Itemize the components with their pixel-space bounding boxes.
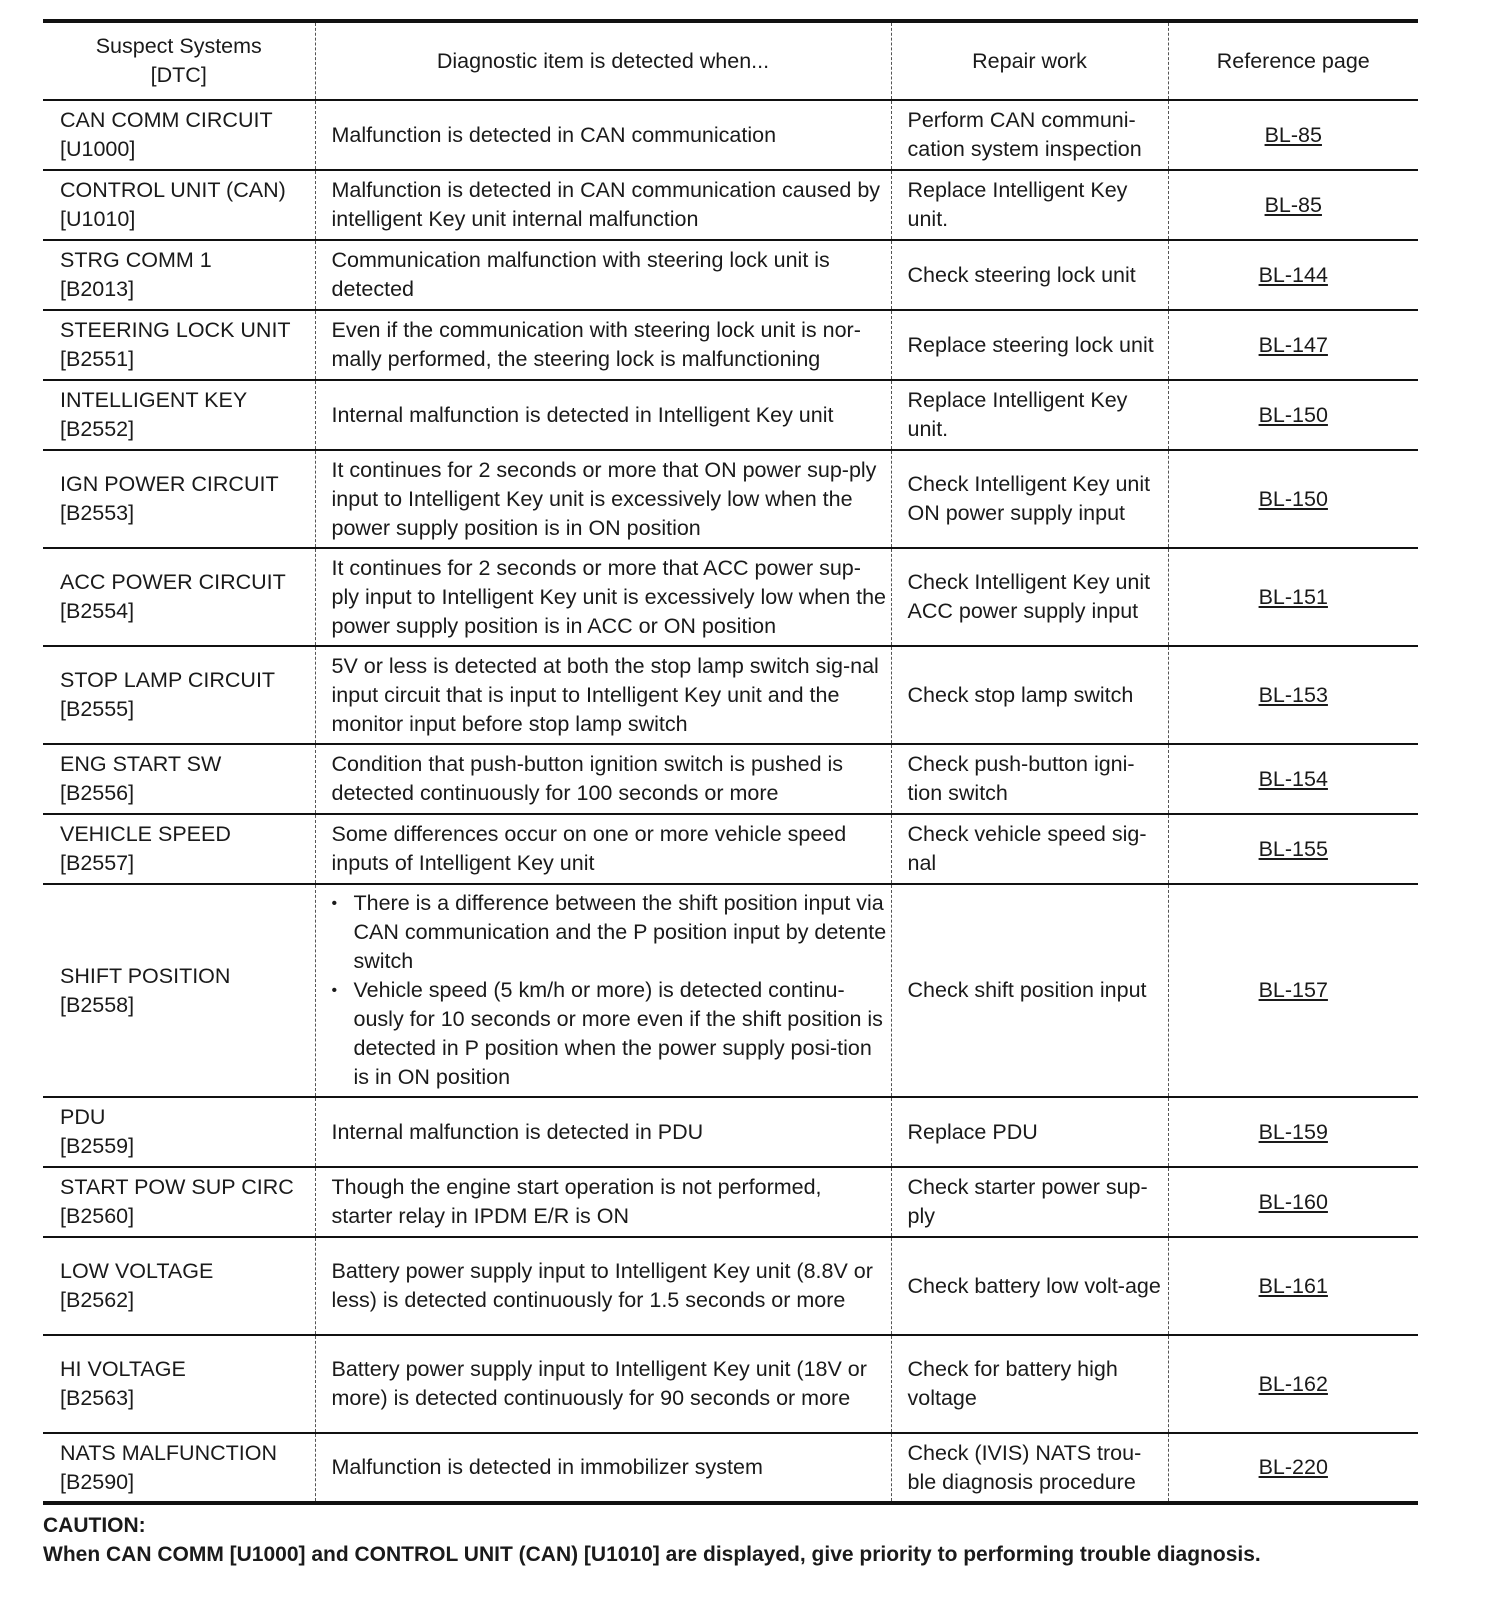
dtc-code: [B2554] — [60, 599, 135, 623]
table-row — [43, 646, 1418, 744]
reference-page-link[interactable]: BL-144 — [1258, 262, 1328, 287]
reference-page-link[interactable]: BL-159 — [1258, 1119, 1328, 1144]
repair-work-cell: Check for battery high voltage — [891, 1335, 1168, 1433]
repair-work-cell: Check stop lamp switch — [891, 646, 1168, 744]
table-row — [43, 310, 1418, 380]
reference-page-cell — [1168, 814, 1418, 884]
dtc-code: [B2553] — [60, 501, 135, 525]
dtc-code: [B2013] — [60, 277, 135, 301]
system-name: ACC POWER CIRCUIT — [60, 570, 286, 594]
caution-title: CAUTION: — [43, 1514, 146, 1537]
reference-page-cell — [1168, 1433, 1418, 1503]
suspect-system-cell — [43, 884, 315, 1097]
table-row — [43, 240, 1418, 310]
dtc-code: [B2560] — [60, 1204, 135, 1228]
system-name: CONTROL UNIT (CAN) — [60, 178, 286, 202]
system-name: INTELLIGENT KEY — [60, 388, 248, 412]
repair-work-cell: Check Intelligent Key unit ACC power supply input — [891, 548, 1168, 646]
dtc-code: [B2555] — [60, 697, 135, 721]
system-name: IGN POWER CIRCUIT — [60, 472, 279, 496]
table-row — [43, 450, 1418, 548]
diagnostic-item-cell: Battery power supply input to Intelligent Key unit (8.8V or less) is detected continuously for 1.5 seconds or more — [315, 1237, 891, 1335]
suspect-system-cell — [43, 1237, 315, 1335]
reference-page-cell — [1168, 646, 1418, 744]
dtc-code: [B2556] — [60, 781, 135, 805]
dtc-code: [U1010] — [60, 207, 136, 231]
reference-page-link[interactable]: BL-85 — [1264, 122, 1322, 147]
system-name: HI VOLTAGE — [60, 1357, 186, 1381]
reference-page-cell — [1168, 744, 1418, 814]
system-name: VEHICLE SPEED — [60, 822, 231, 846]
dtc-code: [B2557] — [60, 851, 135, 875]
table-row — [43, 548, 1418, 646]
reference-page-cell — [1168, 1237, 1418, 1335]
table-row — [43, 100, 1418, 170]
diagnostic-item-cell: Malfunction is detected in immobilizer system — [315, 1433, 891, 1503]
list-item: • Vehicle speed (5 km/h or more) is detected continu-ously for 10 seconds or more even if the shift position is detected in P position when the power supply posi-tion is in ON position — [332, 976, 887, 1092]
diagnostic-item-cell: It continues for 2 seconds or more that ON power sup-ply input to Intelligent Key unit is excessively low when the power supply position is in ON position — [315, 450, 891, 548]
reference-page-link[interactable]: BL-151 — [1258, 584, 1328, 609]
reference-page-cell — [1168, 100, 1418, 170]
suspect-system-cell — [43, 450, 315, 548]
reference-page-link[interactable]: BL-157 — [1258, 978, 1328, 1002]
table-row — [43, 884, 1418, 1097]
reference-page-link[interactable]: BL-150 — [1258, 486, 1328, 511]
reference-page-link[interactable]: BL-147 — [1258, 332, 1328, 357]
header-repair-work: Repair work — [891, 21, 1168, 100]
caution-text: When CAN COMM [U1000] and CONTROL UNIT (CAN) [U1010] are displayed, give priority to performing trouble diagnosis. — [43, 1543, 1261, 1566]
table-row — [43, 1335, 1418, 1433]
repair-work-cell: Replace PDU — [891, 1097, 1168, 1167]
dtc-code: [B2559] — [60, 1134, 135, 1158]
system-name: NATS MALFUNCTION — [60, 1440, 277, 1465]
suspect-system-cell — [43, 744, 315, 814]
header-dtc-label: [DTC] — [150, 63, 207, 87]
repair-work-cell: Check vehicle speed sig-nal — [891, 814, 1168, 884]
header-reference-page: Reference page — [1168, 21, 1418, 100]
system-name: LOW VOLTAGE — [60, 1259, 214, 1283]
reference-page-cell — [1168, 170, 1418, 240]
repair-work-cell: Check shift position input — [891, 884, 1168, 1097]
reference-page-cell — [1168, 450, 1418, 548]
diagnostic-item-cell — [315, 884, 891, 1097]
reference-page-cell — [1168, 240, 1418, 310]
reference-page-link[interactable]: BL-85 — [1264, 192, 1322, 217]
list-item: • There is a difference between the shift position input via CAN communication and the P position input by detente switch — [332, 889, 887, 976]
header-system-label: Suspect Systems — [95, 34, 262, 58]
dtc-code: [B2558] — [60, 992, 135, 1017]
repair-work-cell: Replace Intelligent Key unit. — [891, 170, 1168, 240]
system-name: ENG START SW — [60, 752, 222, 776]
repair-work-cell: Perform CAN communi-cation system inspection — [891, 100, 1168, 170]
table-row — [43, 380, 1418, 450]
suspect-system-cell — [43, 1167, 315, 1237]
table-row — [43, 1237, 1418, 1335]
reference-page-link[interactable]: BL-153 — [1258, 682, 1328, 707]
repair-work-cell: Check (IVIS) NATS trou-ble diagnosis procedure — [891, 1433, 1168, 1503]
repair-work-cell: Check Intelligent Key unit ON power supply input — [891, 450, 1168, 548]
diagnostic-item-cell: Battery power supply input to Intelligent Key unit (18V or more) is detected continuously for 90 seconds or more — [315, 1335, 891, 1433]
diagnostic-bullet-list — [332, 889, 887, 1092]
system-name: CAN COMM CIRCUIT — [60, 108, 273, 132]
dtc-code: [B2551] — [60, 347, 135, 371]
table-row — [43, 1433, 1418, 1503]
suspect-system-cell — [43, 1335, 315, 1433]
dtc-code: [B2562] — [60, 1288, 135, 1312]
diagnostic-item-cell: It continues for 2 seconds or more that ACC power sup-ply input to Intelligent Key unit is excessively low when the power supply position is in ACC or ON position — [315, 548, 891, 646]
reference-page-cell — [1168, 380, 1418, 450]
diagnostic-item-cell: Condition that push-button ignition switch is pushed is detected continuously for 100 seconds or more — [315, 744, 891, 814]
system-name: STOP LAMP CIRCUIT — [60, 668, 276, 692]
diagnostic-item-cell: Communication malfunction with steering lock unit is detected — [315, 240, 891, 310]
diagnostic-item-cell: Malfunction is detected in CAN communication — [315, 100, 891, 170]
repair-work-cell: Check push-button igni-tion switch — [891, 744, 1168, 814]
table-row — [43, 744, 1418, 814]
header-diagnostic-item: Diagnostic item is detected when... — [315, 21, 891, 100]
dtc-code: [B2552] — [60, 417, 135, 441]
dtc-code: [B2563] — [60, 1386, 135, 1410]
caution-note — [43, 1511, 1418, 1569]
repair-work-cell: Check steering lock unit — [891, 240, 1168, 310]
dtc-code: [B2590] — [60, 1469, 135, 1494]
reference-page-cell — [1168, 1097, 1418, 1167]
suspect-system-cell — [43, 170, 315, 240]
dtc-document — [43, 19, 1418, 1569]
header-suspect-systems — [43, 21, 315, 100]
suspect-system-cell — [43, 646, 315, 744]
table-header-row — [43, 21, 1418, 100]
table-row — [43, 814, 1418, 884]
repair-work-cell: Check battery low volt-age — [891, 1237, 1168, 1335]
reference-page-cell — [1168, 548, 1418, 646]
suspect-system-cell — [43, 100, 315, 170]
table-row — [43, 1097, 1418, 1167]
system-name: PDU — [60, 1105, 106, 1129]
suspect-system-cell — [43, 310, 315, 380]
reference-page-link[interactable]: BL-220 — [1258, 1455, 1328, 1479]
reference-page-cell — [1168, 884, 1418, 1097]
repair-work-cell: Replace Intelligent Key unit. — [891, 380, 1168, 450]
diagnostic-item-cell: Internal malfunction is detected in Intelligent Key unit — [315, 380, 891, 450]
suspect-system-cell — [43, 814, 315, 884]
system-name: SHIFT POSITION — [60, 963, 231, 988]
system-name: START POW SUP CIRC — [60, 1175, 294, 1199]
reference-page-link[interactable]: BL-162 — [1258, 1371, 1328, 1396]
diagnostic-item-cell: Though the engine start operation is not performed, starter relay in IPDM E/R is ON — [315, 1167, 891, 1237]
diagnostic-item-cell: 5V or less is detected at both the stop lamp switch sig-nal input circuit that is input to Intelligent Key unit and the monitor input before stop lamp switch — [315, 646, 891, 744]
system-name: STEERING LOCK UNIT — [60, 318, 291, 342]
reference-page-link[interactable]: BL-150 — [1258, 402, 1328, 427]
dtc-code: [U1000] — [60, 137, 136, 161]
diagnostic-item-cell: Internal malfunction is detected in PDU — [315, 1097, 891, 1167]
suspect-system-cell — [43, 548, 315, 646]
reference-page-link[interactable]: BL-161 — [1258, 1273, 1328, 1298]
repair-work-cell: Replace steering lock unit — [891, 310, 1168, 380]
reference-page-link[interactable]: BL-155 — [1258, 836, 1328, 861]
suspect-system-cell — [43, 1433, 315, 1503]
reference-page-link[interactable]: BL-154 — [1258, 766, 1328, 791]
suspect-system-cell — [43, 380, 315, 450]
dtc-table — [43, 19, 1418, 1505]
repair-work-cell: Check starter power sup-ply — [891, 1167, 1168, 1237]
table-row — [43, 170, 1418, 240]
table-row — [43, 1167, 1418, 1237]
reference-page-cell — [1168, 1167, 1418, 1237]
reference-page-link[interactable]: BL-160 — [1258, 1189, 1328, 1214]
reference-page-cell — [1168, 310, 1418, 380]
diagnostic-item-cell: Even if the communication with steering lock unit is nor-mally performed, the steering lock is malfunctioning — [315, 310, 891, 380]
suspect-system-cell — [43, 1097, 315, 1167]
system-name: STRG COMM 1 — [60, 248, 212, 272]
diagnostic-item-cell: Malfunction is detected in CAN communication caused by intelligent Key unit internal malfunction — [315, 170, 891, 240]
suspect-system-cell — [43, 240, 315, 310]
diagnostic-item-cell: Some differences occur on one or more vehicle speed inputs of Intelligent Key unit — [315, 814, 891, 884]
reference-page-cell — [1168, 1335, 1418, 1433]
